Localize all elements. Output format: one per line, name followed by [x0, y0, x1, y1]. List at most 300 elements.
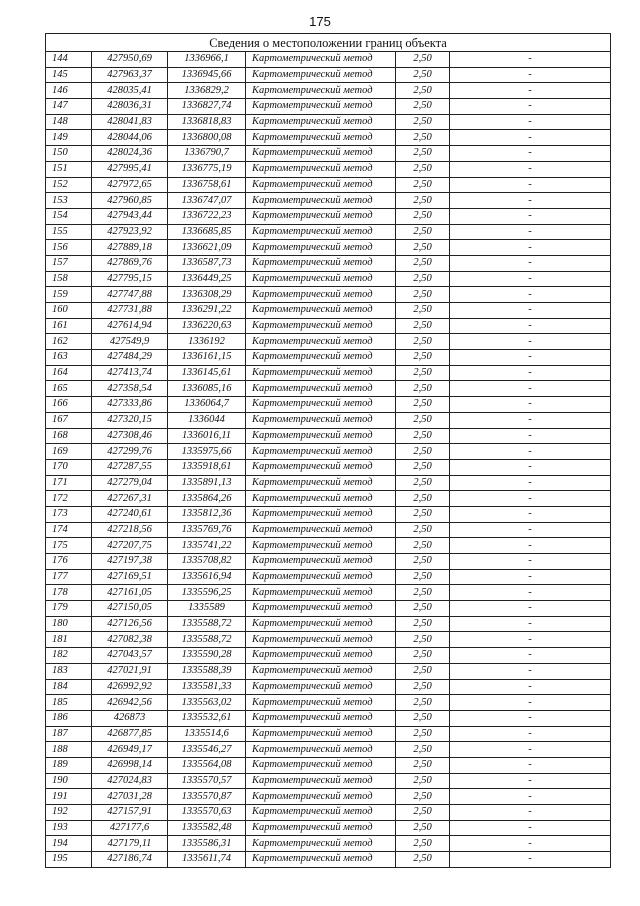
method-cell: Картометрический метод — [246, 224, 396, 240]
point-number-cell: 168 — [46, 428, 92, 444]
point-number-cell: 178 — [46, 585, 92, 601]
table-row — [46, 177, 611, 193]
precision-cell: 2,50 — [396, 287, 450, 303]
note-cell: - — [450, 601, 611, 617]
note-cell: - — [450, 742, 611, 758]
table-row — [46, 506, 611, 522]
point-number-cell: 164 — [46, 365, 92, 381]
coord-x-cell: 427950,69 — [92, 52, 168, 68]
method-cell: Картометрический метод — [246, 397, 396, 413]
point-number-cell: 181 — [46, 632, 92, 648]
table-row — [46, 475, 611, 491]
precision-cell: 2,50 — [396, 710, 450, 726]
table-row — [46, 334, 611, 350]
table-row — [46, 742, 611, 758]
coord-x-cell: 427240,61 — [92, 506, 168, 522]
coord-y-cell: 1336064,7 — [168, 397, 246, 413]
precision-cell: 2,50 — [396, 334, 450, 350]
note-cell: - — [450, 632, 611, 648]
note-cell: - — [450, 255, 611, 271]
point-number-cell: 160 — [46, 303, 92, 319]
precision-cell: 2,50 — [396, 255, 450, 271]
precision-cell: 2,50 — [396, 350, 450, 366]
precision-cell: 2,50 — [396, 303, 450, 319]
point-number-cell: 192 — [46, 805, 92, 821]
note-cell: - — [450, 146, 611, 162]
coord-x-cell: 427161,05 — [92, 585, 168, 601]
table-title-row — [46, 34, 611, 52]
coord-x-cell: 427024,83 — [92, 773, 168, 789]
note-cell: - — [450, 444, 611, 460]
note-cell: - — [450, 130, 611, 146]
precision-cell: 2,50 — [396, 757, 450, 773]
point-number-cell: 156 — [46, 240, 92, 256]
point-number-cell: 189 — [46, 757, 92, 773]
table-row — [46, 632, 611, 648]
point-number-cell: 184 — [46, 679, 92, 695]
table-row — [46, 161, 611, 177]
table-row — [46, 350, 611, 366]
coord-x-cell: 426877,85 — [92, 726, 168, 742]
precision-cell: 2,50 — [396, 459, 450, 475]
point-number-cell: 155 — [46, 224, 92, 240]
coord-x-cell: 427484,29 — [92, 350, 168, 366]
note-cell: - — [450, 475, 611, 491]
table-row — [46, 616, 611, 632]
note-cell: - — [450, 852, 611, 868]
method-cell: Картометрический метод — [246, 506, 396, 522]
method-cell: Картометрический метод — [246, 601, 396, 617]
precision-cell: 2,50 — [396, 130, 450, 146]
point-number-cell: 152 — [46, 177, 92, 193]
method-cell: Картометрический метод — [246, 303, 396, 319]
method-cell: Картометрический метод — [246, 742, 396, 758]
note-cell: - — [450, 83, 611, 99]
coord-y-cell: 1336085,16 — [168, 381, 246, 397]
table-row — [46, 318, 611, 334]
precision-cell: 2,50 — [396, 161, 450, 177]
point-number-cell: 171 — [46, 475, 92, 491]
point-number-cell: 182 — [46, 648, 92, 664]
coord-x-cell: 427747,88 — [92, 287, 168, 303]
method-cell: Картометрический метод — [246, 412, 396, 428]
coord-x-cell: 427299,76 — [92, 444, 168, 460]
point-number-cell: 153 — [46, 193, 92, 209]
coord-x-cell: 427197,38 — [92, 554, 168, 570]
coord-y-cell: 1335582,48 — [168, 820, 246, 836]
point-number-cell: 183 — [46, 663, 92, 679]
note-cell: - — [450, 506, 611, 522]
note-cell: - — [450, 334, 611, 350]
note-cell: - — [450, 773, 611, 789]
coord-y-cell: 1335514,6 — [168, 726, 246, 742]
precision-cell: 2,50 — [396, 83, 450, 99]
coord-x-cell: 427869,76 — [92, 255, 168, 271]
table-row — [46, 710, 611, 726]
table-row — [46, 83, 611, 99]
coord-y-cell: 1336587,73 — [168, 255, 246, 271]
method-cell: Картометрический метод — [246, 287, 396, 303]
precision-cell: 2,50 — [396, 271, 450, 287]
precision-cell: 2,50 — [396, 381, 450, 397]
precision-cell: 2,50 — [396, 491, 450, 507]
note-cell: - — [450, 663, 611, 679]
precision-cell: 2,50 — [396, 208, 450, 224]
table-row — [46, 240, 611, 256]
table-row — [46, 271, 611, 287]
table-row — [46, 601, 611, 617]
note-cell: - — [450, 287, 611, 303]
coord-x-cell: 428036,31 — [92, 99, 168, 115]
precision-cell: 2,50 — [396, 585, 450, 601]
method-cell: Картометрический метод — [246, 208, 396, 224]
method-cell: Картометрический метод — [246, 569, 396, 585]
note-cell: - — [450, 789, 611, 805]
note-cell: - — [450, 522, 611, 538]
precision-cell: 2,50 — [396, 177, 450, 193]
coord-y-cell: 1336722,23 — [168, 208, 246, 224]
coord-y-cell: 1335532,61 — [168, 710, 246, 726]
method-cell: Картометрический метод — [246, 820, 396, 836]
table-row — [46, 852, 611, 868]
coord-y-cell: 1336790,7 — [168, 146, 246, 162]
coord-x-cell: 427923,92 — [92, 224, 168, 240]
table-row — [46, 381, 611, 397]
coord-x-cell: 427082,38 — [92, 632, 168, 648]
table-row — [46, 522, 611, 538]
coord-y-cell: 1335589 — [168, 601, 246, 617]
precision-cell: 2,50 — [396, 601, 450, 617]
coord-x-cell: 427960,85 — [92, 193, 168, 209]
precision-cell: 2,50 — [396, 663, 450, 679]
method-cell: Картометрический метод — [246, 255, 396, 271]
coord-y-cell: 1335590,28 — [168, 648, 246, 664]
method-cell: Картометрический метод — [246, 836, 396, 852]
coord-x-cell: 427031,28 — [92, 789, 168, 805]
coord-x-cell: 427358,54 — [92, 381, 168, 397]
method-cell: Картометрический метод — [246, 99, 396, 115]
note-cell: - — [450, 365, 611, 381]
method-cell: Картометрический метод — [246, 161, 396, 177]
table-row — [46, 726, 611, 742]
table-row — [46, 67, 611, 83]
coord-y-cell: 1335586,31 — [168, 836, 246, 852]
method-cell: Картометрический метод — [246, 773, 396, 789]
table-row — [46, 255, 611, 271]
method-cell: Картометрический метод — [246, 554, 396, 570]
point-number-cell: 149 — [46, 130, 92, 146]
method-cell: Картометрический метод — [246, 726, 396, 742]
note-cell: - — [450, 554, 611, 570]
point-number-cell: 175 — [46, 538, 92, 554]
precision-cell: 2,50 — [396, 318, 450, 334]
note-cell: - — [450, 318, 611, 334]
table-row — [46, 585, 611, 601]
precision-cell: 2,50 — [396, 695, 450, 711]
point-number-cell: 162 — [46, 334, 92, 350]
coord-y-cell: 1335570,63 — [168, 805, 246, 821]
coord-y-cell: 1336945,66 — [168, 67, 246, 83]
method-cell: Картометрический метод — [246, 365, 396, 381]
coord-x-cell: 427043,57 — [92, 648, 168, 664]
point-number-cell: 190 — [46, 773, 92, 789]
point-number-cell: 159 — [46, 287, 92, 303]
table-row — [46, 193, 611, 209]
coord-y-cell: 1335918,61 — [168, 459, 246, 475]
coord-y-cell: 1336775,19 — [168, 161, 246, 177]
table-row — [46, 287, 611, 303]
point-number-cell: 177 — [46, 569, 92, 585]
note-cell: - — [450, 726, 611, 742]
precision-cell: 2,50 — [396, 852, 450, 868]
coord-x-cell: 427169,51 — [92, 569, 168, 585]
table-row — [46, 303, 611, 319]
note-cell: - — [450, 569, 611, 585]
precision-cell: 2,50 — [396, 632, 450, 648]
point-number-cell: 151 — [46, 161, 92, 177]
table-row — [46, 146, 611, 162]
table-row — [46, 444, 611, 460]
coord-x-cell: 427995,41 — [92, 161, 168, 177]
precision-cell: 2,50 — [396, 569, 450, 585]
coord-x-cell: 427267,31 — [92, 491, 168, 507]
point-number-cell: 170 — [46, 459, 92, 475]
precision-cell: 2,50 — [396, 240, 450, 256]
precision-cell: 2,50 — [396, 475, 450, 491]
point-number-cell: 169 — [46, 444, 92, 460]
point-number-cell: 185 — [46, 695, 92, 711]
precision-cell: 2,50 — [396, 193, 450, 209]
table-title: Сведения о местоположении границ объекта — [46, 34, 611, 52]
coord-x-cell: 427207,75 — [92, 538, 168, 554]
point-number-cell: 144 — [46, 52, 92, 68]
method-cell: Картометрический метод — [246, 146, 396, 162]
note-cell: - — [450, 67, 611, 83]
table-row — [46, 679, 611, 695]
method-cell: Картометрический метод — [246, 334, 396, 350]
table-row — [46, 397, 611, 413]
table-row — [46, 773, 611, 789]
point-number-cell: 154 — [46, 208, 92, 224]
precision-cell: 2,50 — [396, 52, 450, 68]
table-row — [46, 365, 611, 381]
point-number-cell: 165 — [46, 381, 92, 397]
note-cell: - — [450, 428, 611, 444]
note-cell: - — [450, 695, 611, 711]
page-number: 175 — [309, 14, 331, 29]
method-cell: Картометрический метод — [246, 632, 396, 648]
table-row — [46, 663, 611, 679]
method-cell: Картометрический метод — [246, 67, 396, 83]
table-row — [46, 805, 611, 821]
table-row — [46, 208, 611, 224]
precision-cell: 2,50 — [396, 836, 450, 852]
note-cell: - — [450, 412, 611, 428]
coord-x-cell: 426992,92 — [92, 679, 168, 695]
coord-x-cell: 427021,91 — [92, 663, 168, 679]
coord-y-cell: 1336758,61 — [168, 177, 246, 193]
coord-x-cell: 426998,14 — [92, 757, 168, 773]
method-cell: Картометрический метод — [246, 52, 396, 68]
point-number-cell: 148 — [46, 114, 92, 130]
coord-y-cell: 1335864,26 — [168, 491, 246, 507]
precision-cell: 2,50 — [396, 554, 450, 570]
method-cell: Картометрический метод — [246, 459, 396, 475]
note-cell: - — [450, 820, 611, 836]
point-number-cell: 145 — [46, 67, 92, 83]
method-cell: Картометрический метод — [246, 83, 396, 99]
point-number-cell: 186 — [46, 710, 92, 726]
method-cell: Картометрический метод — [246, 679, 396, 695]
precision-cell: 2,50 — [396, 538, 450, 554]
point-number-cell: 187 — [46, 726, 92, 742]
coord-y-cell: 1336308,29 — [168, 287, 246, 303]
point-number-cell: 157 — [46, 255, 92, 271]
method-cell: Картометрический метод — [246, 177, 396, 193]
table-row — [46, 428, 611, 444]
precision-cell: 2,50 — [396, 522, 450, 538]
table-row — [46, 130, 611, 146]
precision-cell: 2,50 — [396, 820, 450, 836]
coord-y-cell: 1336161,15 — [168, 350, 246, 366]
method-cell: Картометрический метод — [246, 318, 396, 334]
table-row — [46, 538, 611, 554]
precision-cell: 2,50 — [396, 114, 450, 130]
table-row — [46, 459, 611, 475]
precision-cell: 2,50 — [396, 648, 450, 664]
coord-y-cell: 1336192 — [168, 334, 246, 350]
note-cell: - — [450, 161, 611, 177]
note-cell: - — [450, 459, 611, 475]
coord-y-cell: 1335588,72 — [168, 616, 246, 632]
point-number-cell: 167 — [46, 412, 92, 428]
table-row — [46, 412, 611, 428]
coord-x-cell: 426949,17 — [92, 742, 168, 758]
point-number-cell: 195 — [46, 852, 92, 868]
coord-y-cell: 1335563,02 — [168, 695, 246, 711]
method-cell: Картометрический метод — [246, 475, 396, 491]
precision-cell: 2,50 — [396, 224, 450, 240]
note-cell: - — [450, 208, 611, 224]
precision-cell: 2,50 — [396, 397, 450, 413]
coord-x-cell: 427731,88 — [92, 303, 168, 319]
table-row — [46, 648, 611, 664]
table-row — [46, 99, 611, 115]
note-cell: - — [450, 538, 611, 554]
coord-x-cell: 427150,05 — [92, 601, 168, 617]
coord-y-cell: 1335570,87 — [168, 789, 246, 805]
precision-cell: 2,50 — [396, 679, 450, 695]
coord-x-cell: 426873 — [92, 710, 168, 726]
table-row — [46, 554, 611, 570]
point-number-cell: 193 — [46, 820, 92, 836]
note-cell: - — [450, 805, 611, 821]
coord-y-cell: 1335588,72 — [168, 632, 246, 648]
coord-y-cell: 1335812,36 — [168, 506, 246, 522]
point-number-cell: 161 — [46, 318, 92, 334]
coord-y-cell: 1335616,94 — [168, 569, 246, 585]
coord-y-cell: 1335588,39 — [168, 663, 246, 679]
note-cell: - — [450, 240, 611, 256]
coord-x-cell: 427218,56 — [92, 522, 168, 538]
coord-y-cell: 1336220,63 — [168, 318, 246, 334]
coord-x-cell: 428041,83 — [92, 114, 168, 130]
method-cell: Картометрический метод — [246, 616, 396, 632]
method-cell: Картометрический метод — [246, 852, 396, 868]
coord-y-cell: 1335596,25 — [168, 585, 246, 601]
table-row — [46, 757, 611, 773]
point-number-cell: 174 — [46, 522, 92, 538]
coord-y-cell: 1335611,74 — [168, 852, 246, 868]
method-cell: Картометрический метод — [246, 428, 396, 444]
boundary-coordinates-table — [45, 33, 611, 868]
coord-x-cell: 427177,6 — [92, 820, 168, 836]
point-number-cell: 146 — [46, 83, 92, 99]
note-cell: - — [450, 836, 611, 852]
note-cell: - — [450, 114, 611, 130]
note-cell: - — [450, 303, 611, 319]
note-cell: - — [450, 585, 611, 601]
point-number-cell: 188 — [46, 742, 92, 758]
method-cell: Картометрический метод — [246, 805, 396, 821]
method-cell: Картометрический метод — [246, 114, 396, 130]
coord-x-cell: 428035,41 — [92, 83, 168, 99]
method-cell: Картометрический метод — [246, 271, 396, 287]
coord-x-cell: 428024,36 — [92, 146, 168, 162]
method-cell: Картометрический метод — [246, 240, 396, 256]
coord-y-cell: 1335769,76 — [168, 522, 246, 538]
precision-cell: 2,50 — [396, 99, 450, 115]
method-cell: Картометрический метод — [246, 350, 396, 366]
coord-x-cell: 427333,86 — [92, 397, 168, 413]
method-cell: Картометрический метод — [246, 663, 396, 679]
coord-x-cell: 427963,37 — [92, 67, 168, 83]
method-cell: Картометрический метод — [246, 193, 396, 209]
precision-cell: 2,50 — [396, 412, 450, 428]
note-cell: - — [450, 679, 611, 695]
coord-x-cell: 427614,94 — [92, 318, 168, 334]
coord-x-cell: 427308,46 — [92, 428, 168, 444]
table-row — [46, 491, 611, 507]
coord-y-cell: 1336016,11 — [168, 428, 246, 444]
note-cell: - — [450, 177, 611, 193]
note-cell: - — [450, 648, 611, 664]
method-cell: Картометрический метод — [246, 522, 396, 538]
point-number-cell: 179 — [46, 601, 92, 617]
coord-y-cell: 1336044 — [168, 412, 246, 428]
coord-y-cell: 1335564,08 — [168, 757, 246, 773]
note-cell: - — [450, 224, 611, 240]
point-number-cell: 173 — [46, 506, 92, 522]
method-cell: Картометрический метод — [246, 130, 396, 146]
precision-cell: 2,50 — [396, 805, 450, 821]
note-cell: - — [450, 491, 611, 507]
note-cell: - — [450, 397, 611, 413]
precision-cell: 2,50 — [396, 444, 450, 460]
note-cell: - — [450, 616, 611, 632]
method-cell: Картометрический метод — [246, 695, 396, 711]
coord-y-cell: 1335570,57 — [168, 773, 246, 789]
precision-cell: 2,50 — [396, 773, 450, 789]
coord-x-cell: 427549,9 — [92, 334, 168, 350]
coord-y-cell: 1335741,22 — [168, 538, 246, 554]
method-cell: Картометрический метод — [246, 757, 396, 773]
note-cell: - — [450, 757, 611, 773]
point-number-cell: 194 — [46, 836, 92, 852]
precision-cell: 2,50 — [396, 616, 450, 632]
point-number-cell: 163 — [46, 350, 92, 366]
precision-cell: 2,50 — [396, 789, 450, 805]
